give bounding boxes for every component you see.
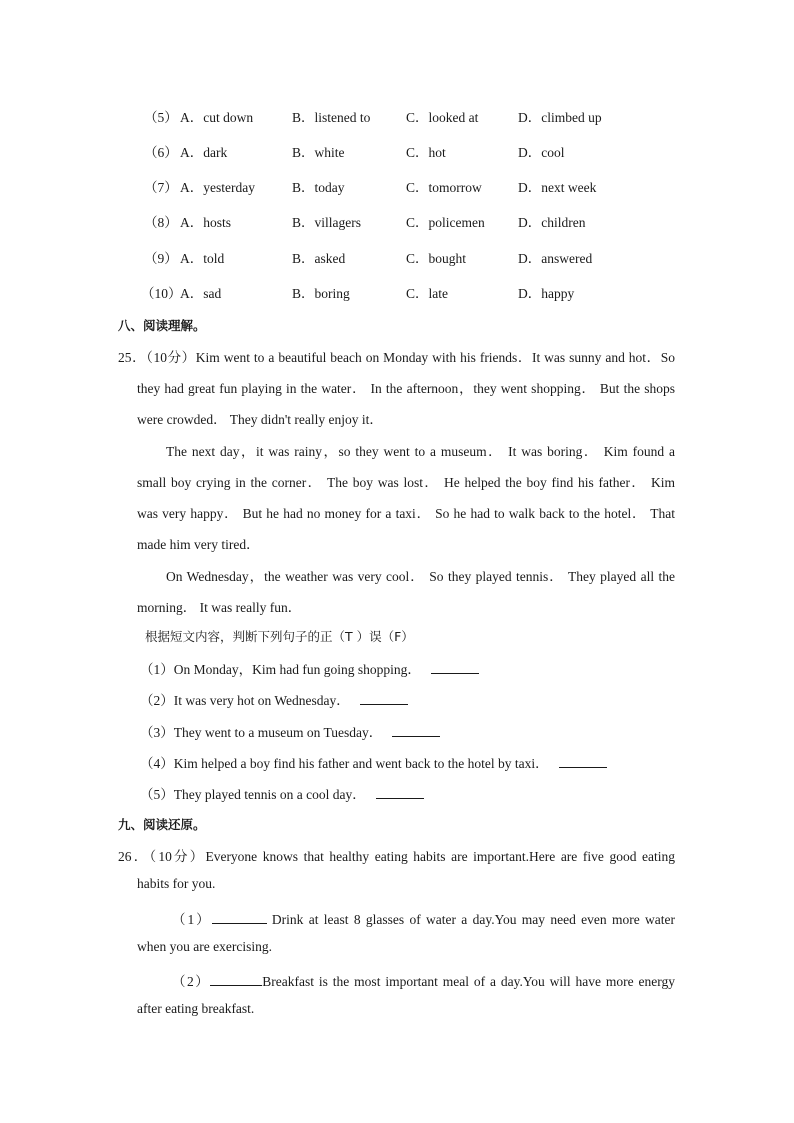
item-2-blank[interactable] xyxy=(210,973,262,986)
answer-blank-5[interactable] xyxy=(376,786,424,799)
option-d[interactable]: D．children xyxy=(518,215,586,230)
passage-line-8: On Wednesday，the weather was very cool． So they played tennis． They played all the xyxy=(166,569,675,584)
option-b[interactable]: B．villagers xyxy=(292,215,361,230)
option-d[interactable]: D．climbed up xyxy=(518,110,602,125)
item-1-line-1: （1） Drink at least 8 glasses of water a day.You may need even more water xyxy=(172,912,675,927)
passage-line-2: they had great fun playing in the water． In the afternoon，they went shopping． But the shops xyxy=(137,381,675,396)
option-c[interactable]: C．policemen xyxy=(406,215,485,230)
option-c[interactable]: C．hot xyxy=(406,145,446,160)
option-d[interactable]: D．answered xyxy=(518,251,593,266)
tf-instruction: 根据短文内容，判断下列句子的正（T ）误（F） xyxy=(145,629,414,644)
option-c[interactable]: C．late xyxy=(406,286,448,301)
option-b[interactable]: B．today xyxy=(292,180,345,195)
option-a[interactable]: A．yesterday xyxy=(180,180,255,195)
option-b[interactable]: B．asked xyxy=(292,251,346,266)
option-d[interactable]: D．next week xyxy=(518,180,597,195)
passage-line-6: was very happy． But he had no money for a taxi． So he had to walk back to the hotel． That xyxy=(137,506,675,521)
option-c[interactable]: C．looked at xyxy=(406,110,479,125)
option-a[interactable]: A．dark xyxy=(180,145,228,160)
answer-blank-2[interactable] xyxy=(360,692,408,705)
item-2-line-2: after eating breakfast. xyxy=(137,1001,255,1016)
passage-line-4: The next day，it was rainy，so they went to a museum． It was boring． Kim found a xyxy=(166,444,675,459)
answer-blank-4[interactable] xyxy=(559,755,607,768)
intro-line-1: 26．（10分）Everyone knows that healthy eating habits are important.Here are five good eating xyxy=(118,849,675,864)
option-b[interactable]: B．listened to xyxy=(292,110,371,125)
passage-line-5: small boy crying in the corner． The boy was lost． He helped the boy find his father． Kim xyxy=(137,475,675,490)
option-b[interactable]: B．boring xyxy=(292,286,350,301)
answer-blank-1[interactable] xyxy=(431,661,479,674)
option-a[interactable]: A．cut down xyxy=(180,110,254,125)
question-number: （8） xyxy=(144,215,178,230)
statement-5: （5）They played tennis on a cool day． xyxy=(140,783,424,803)
option-a[interactable]: A．sad xyxy=(180,286,222,301)
option-d[interactable]: D．cool xyxy=(518,145,565,160)
cloze-option-row xyxy=(0,106,794,126)
item-2-line-1: （2） Breakfast is the most important meal of a day.You will have more energy xyxy=(172,974,675,989)
option-a[interactable]: A．told xyxy=(180,251,225,266)
question-number: （10） xyxy=(141,286,182,301)
passage-line-9: morning． It was really fun． xyxy=(137,600,302,615)
question-25-label: 25．（10分） xyxy=(118,350,196,365)
option-c[interactable]: C．bought xyxy=(406,251,467,266)
statement-1: （1）On Monday，Kim had fun going shopping． xyxy=(140,658,479,678)
option-d[interactable]: D．happy xyxy=(518,286,575,301)
answer-blank-3[interactable] xyxy=(392,724,440,737)
item-1-line-2: when you are exercising. xyxy=(137,939,272,954)
intro-line-2: habits for you. xyxy=(137,876,216,891)
cloze-option-row xyxy=(0,247,794,267)
cloze-option-row xyxy=(0,282,794,302)
question-number: （7） xyxy=(144,180,178,195)
question-number: （9） xyxy=(144,251,178,266)
cloze-option-row xyxy=(0,141,794,161)
passage-line-3: were crowded． They didn't really enjoy it． xyxy=(137,412,383,427)
cloze-option-row xyxy=(0,211,794,231)
statement-2: （2）It was very hot on Wednesday． xyxy=(140,689,408,709)
section-8-heading: 八、阅读理解。 xyxy=(118,318,206,333)
section-9-heading: 九、阅读还原。 xyxy=(118,817,206,832)
option-c[interactable]: C．tomorrow xyxy=(406,180,482,195)
question-26-label: 26．（10分） xyxy=(118,849,206,864)
option-b[interactable]: B．white xyxy=(292,145,345,160)
passage-line-1: 25．（10分）Kim went to a beautiful beach on Monday with his friends．It was sunny and hot．So xyxy=(118,350,675,365)
cloze-option-row xyxy=(0,176,794,196)
passage-line-7: made him very tired． xyxy=(137,537,260,552)
statement-4: （4）Kim helped a boy find his father and went back to the hotel by taxi． xyxy=(140,752,607,772)
item-1-blank[interactable] xyxy=(212,911,267,924)
statement-3: （3）They went to a museum on Tuesday． xyxy=(140,721,440,741)
question-number: （6） xyxy=(144,145,178,160)
question-number: （5） xyxy=(144,110,178,125)
option-a[interactable]: A．hosts xyxy=(180,215,232,230)
